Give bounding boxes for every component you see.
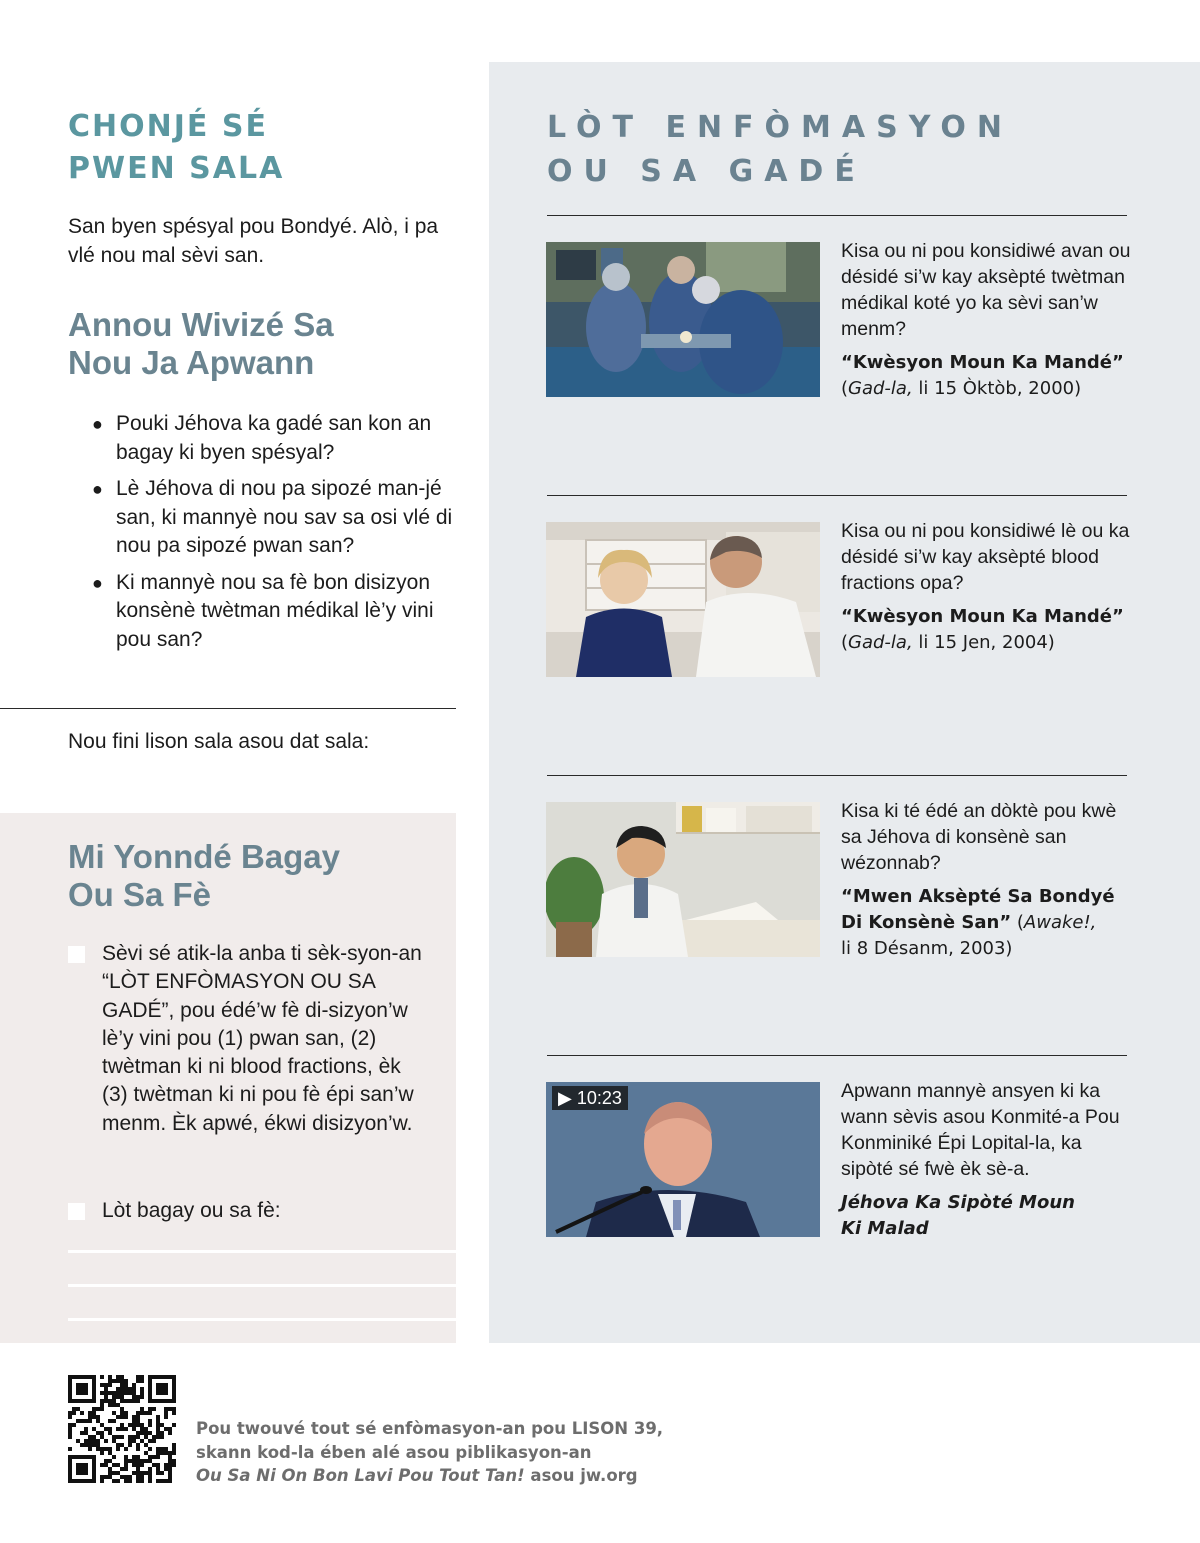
checkbox[interactable] <box>68 1203 85 1220</box>
goal-item: Sèvi sé atik-la anba ti sèk-syon-an “LÒT ENFÒMASYON OU SA GADÉ”, pou édé’w fè di-sizyon’w lè’y vini pou (1) pwan san, (2) twètman ki ni blood fractions, èk (3) twètman ki ni pou fè épi san’w menm. Èk apwé, ékwi disizyon’w. <box>68 940 428 1138</box>
resource-question: Apwann mannyè ansyen ki ka wann sèvis asou Konmité-a Pou Konminiké Épi Lopital-la, ka sipòté sé fwè èk sè-a. <box>841 1080 1120 1180</box>
write-in-line[interactable] <box>68 1284 456 1287</box>
divider <box>547 775 1127 776</box>
qr-code[interactable] <box>68 1375 176 1483</box>
completion-date-label: Nou fini lison sala asou dat sala: <box>68 730 370 753</box>
lesson-heading: CHONJÉ SÉ PWEN SALA <box>68 109 285 186</box>
resources-heading: LÒT ENFÒMASYON OU SA GADÉ <box>547 110 1013 189</box>
resource-source[interactable]: “Mwen Aksèpté Sa Bondyé Di Konsènè San” (Awake!, li 8 Désanm, 2003) <box>841 886 1115 959</box>
intro-text: San byen spésyal pou Bondyé. Alò, i pa vlé nou mal sèvi san. <box>68 215 439 267</box>
surgery-photo[interactable] <box>546 242 820 397</box>
resource-question: Kisa ou ni pou konsidiwé avan ou désidé si’w kay aksèpté twètman médikal koté yo ka sèvi san’w menm? <box>841 240 1131 340</box>
video-thumbnail[interactable] <box>546 1082 820 1237</box>
bullet-icon: ● <box>92 572 103 593</box>
play-icon: ▶ <box>558 1088 572 1108</box>
video-duration-badge: ▶ 10:23 <box>552 1086 628 1110</box>
write-in-line[interactable] <box>68 1318 456 1321</box>
footer-text: Pou twouvé tout sé enfòmasyon-an pou LISON 39, skann kod-la ében alé asou piblikasyon-an Ou Sa Ni On Bon Lavi Pou Tout Tan! asou jw.org <box>196 1419 664 1485</box>
doctor-portrait-photo[interactable] <box>546 802 820 957</box>
review-title: Annou Wivizé Sa Nou Ja Apwann <box>68 306 334 381</box>
divider <box>547 495 1127 496</box>
resource-source[interactable]: “Kwèsyon Moun Ka Mandé” (Gad-la, li 15 Òktòb, 2000) <box>841 352 1124 399</box>
write-in-line[interactable] <box>68 1250 456 1253</box>
doctor-consultation-photo[interactable] <box>546 522 820 677</box>
resource-question: Kisa ki té édé an dòktè pou kwè sa Jéhova di konsènè san wézonnab? <box>841 800 1117 874</box>
video-title-link[interactable]: Jéhova Ka Sipòté Moun Ki Malad <box>841 1192 1075 1239</box>
list-item: ● Ki mannyè nou sa fè bon disizyon konsènè twètman médikal lè’y vini pou san? <box>92 570 434 651</box>
resource-source[interactable]: “Kwèsyon Moun Ka Mandé” (Gad-la, li 15 Jen, 2004) <box>841 606 1124 653</box>
bullet-icon: ● <box>92 479 103 499</box>
goals-title: Mi Yonndé Bagay Ou Sa Fè <box>68 838 340 913</box>
resource-item <box>841 518 1131 656</box>
resource-item <box>841 1078 1131 1242</box>
divider <box>547 215 1127 216</box>
resource-item <box>841 238 1131 402</box>
goal-item: Lòt bagay ou sa fè: <box>68 1197 428 1225</box>
list-item: ● Pouki Jéhova ka gadé san kon an bagay ki byen spésyal? <box>92 412 432 464</box>
resource-question: Kisa ou ni pou konsidiwé lè ou ka désidé si’w kay aksèpté blood fractions opa? <box>841 520 1130 594</box>
bullet-icon: ● <box>92 414 103 434</box>
resource-item <box>841 798 1131 962</box>
checkbox[interactable] <box>68 946 85 963</box>
review-questions <box>92 410 456 662</box>
list-item: ● Lè Jéhova di nou pa sipozé man-jé san, ki mannyè nou sav sa osi vlé di nou pa sipozé pwan san? <box>92 477 453 557</box>
divider <box>0 708 456 709</box>
divider <box>547 1055 1127 1056</box>
